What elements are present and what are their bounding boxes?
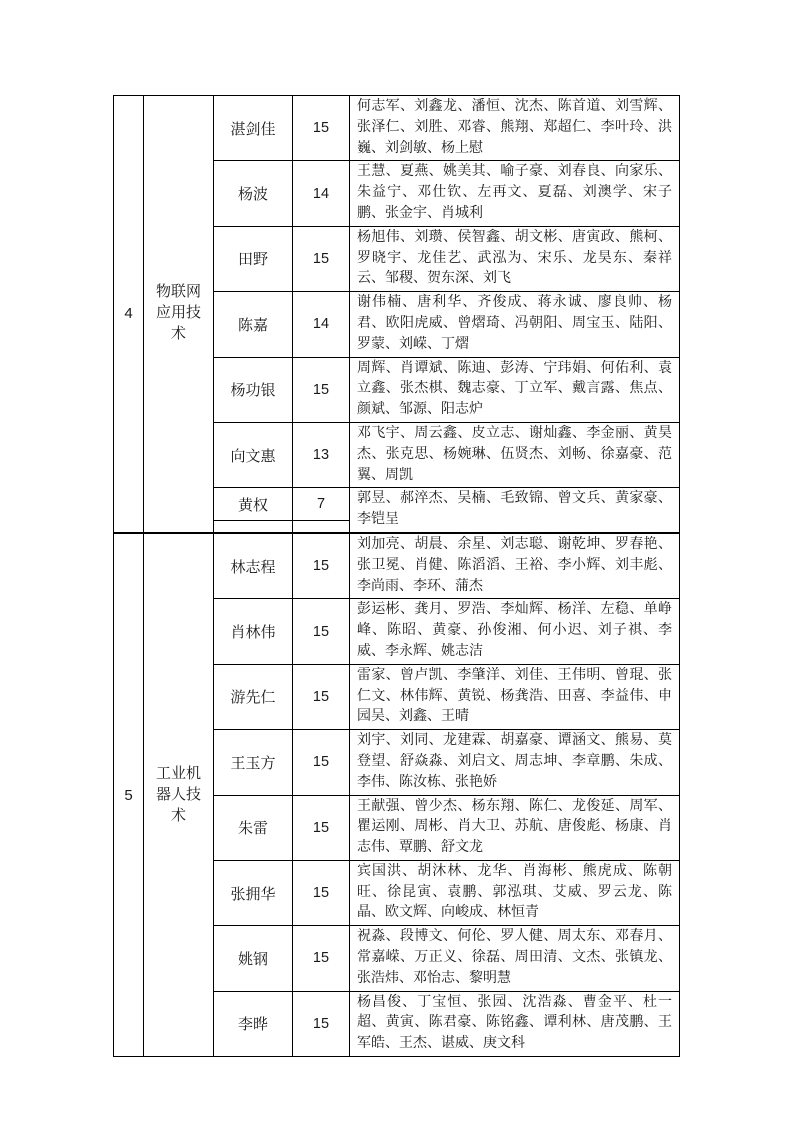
major-teacher-student-table: [113, 95, 680, 1057]
student-count-cell: 15: [293, 357, 350, 422]
student-count-cell: 15: [293, 599, 350, 664]
student-count-cell: 15: [293, 96, 350, 161]
table-row: [114, 533, 680, 599]
student-count-cell: 15: [293, 730, 350, 795]
teacher-name-cell: 黄权: [214, 488, 293, 521]
student-count-cell: 15: [293, 991, 350, 1056]
teacher-name-cell: 田野: [214, 226, 293, 291]
teacher-name-cell: 肖林伟: [214, 599, 293, 664]
student-list-cell: 谢伟楠、唐利华、齐俊成、蒋永诚、廖良帅、杨君、欧阳虎威、曾熠琦、冯朝阳、周宝玉、陆阳、罗蒙、刘嵘、丁熠: [350, 292, 680, 357]
student-list-cell: 宾国洪、胡沐林、龙华、肖海彬、熊虎成、陈朝旺、徐昆寅、袁鹏、郭泓琪、艾威、罗云龙、陈晶、欧文辉、向峻成、林恒青: [350, 860, 680, 925]
student-list-cell: 郭昱、郝淬杰、吴楠、毛致锦、曾文兵、黄家豪、李铠呈: [350, 488, 680, 533]
major-name-cell: 工业机器人技术: [144, 533, 214, 1057]
student-list-cell: 周辉、肖谭斌、陈迪、彭涛、宁玮娟、何佑利、袁立鑫、张杰棋、魏志豪、丁立军、戴言露、焦点、颜斌、邹源、阳志炉: [350, 357, 680, 422]
student-count-cell: 13: [293, 422, 350, 487]
teacher-name-cell: 陈嘉: [214, 292, 293, 357]
empty-cell: [214, 520, 293, 533]
teacher-name-cell: 湛剑佳: [214, 96, 293, 161]
student-list-cell: 王献强、曾少杰、杨东翔、陈仁、龙俊延、周军、瞿运刚、周彬、肖大卫、苏航、唐俊彪、杨康、肖志伟、覃鹏、舒文龙: [350, 795, 680, 860]
student-count-cell: 7: [293, 488, 350, 521]
student-count-cell: 14: [293, 292, 350, 357]
teacher-name-cell: 张拥华: [214, 860, 293, 925]
teacher-name-cell: 杨波: [214, 161, 293, 226]
teacher-name-cell: 王玉方: [214, 730, 293, 795]
student-list-cell: 刘宇、刘同、龙建霖、胡嘉豪、谭涵文、熊易、莫登望、舒焱淼、刘启文、周志坤、李章鹏、朱成、李伟、陈汝栋、张艳娇: [350, 730, 680, 795]
serial-number-cell: 5: [114, 533, 144, 1057]
student-count-cell: 15: [293, 533, 350, 599]
empty-cell: [293, 520, 350, 533]
student-count-cell: 15: [293, 664, 350, 729]
teacher-name-cell: 林志程: [214, 533, 293, 599]
student-list-cell: 祝淼、段博文、何伦、罗人健、周太东、邓春月、常嘉嵘、万正义、徐磊、周田清、文杰、张镇龙、张浩炜、邓怡志、黎明慧: [350, 926, 680, 991]
student-list-cell: 刘加亮、胡晨、余星、刘志聪、谢乾坤、罗春艳、张卫冕、肖健、陈滔滔、王裕、李小辉、刘丰彪、李尚雨、李环、蒲杰: [350, 533, 680, 599]
student-list-cell: 王慧、夏燕、姚美其、喻子豪、刘春良、向家乐、朱益宁、邓仕钦、左再文、夏磊、刘澳学、宋子鹏、张金宇、肖城利: [350, 161, 680, 226]
student-count-cell: 14: [293, 161, 350, 226]
student-list-cell: 杨昌俊、丁宝恒、张园、沈浩淼、曹金平、杜一超、黄寅、陈君豪、陈铭鑫、谭利林、唐茂鹏、王军皓、王杰、谌威、庚文科: [350, 991, 680, 1056]
major-name-cell: 物联网应用技术: [144, 96, 214, 533]
teacher-name-cell: 向文惠: [214, 422, 293, 487]
student-list-cell: 雷家、曾卢凯、李肇洋、刘佳、王伟明、曾琨、张仁文、林伟辉、黄锐、杨龚浩、田喜、李益伟、申园吴、刘鑫、王晴: [350, 664, 680, 729]
teacher-name-cell: 朱雷: [214, 795, 293, 860]
student-count-cell: 15: [293, 926, 350, 991]
table-row: [114, 96, 680, 161]
student-count-cell: 15: [293, 226, 350, 291]
teacher-name-cell: 李晔: [214, 991, 293, 1056]
student-count-cell: 15: [293, 860, 350, 925]
student-count-cell: 15: [293, 795, 350, 860]
teacher-name-cell: 杨功银: [214, 357, 293, 422]
student-list-cell: 彭运彬、龚月、罗浩、李灿辉、杨洋、左稳、单峥峰、陈昭、黄豪、孙俊湘、何小迟、刘子祺、李威、李永辉、姚志洁: [350, 599, 680, 664]
serial-number-cell: 4: [114, 96, 144, 533]
teacher-name-cell: 游先仁: [214, 664, 293, 729]
student-list-cell: 邓飞宇、周云鑫、皮立志、谢灿鑫、李金丽、黄昊杰、张克思、杨婉琳、伍贤杰、刘畅、徐嘉豪、范翼、周凯: [350, 422, 680, 487]
table-body: [114, 96, 680, 1057]
student-list-cell: 杨旭伟、刘瓒、侯智鑫、胡文彬、唐寅政、熊柯、罗晓宇、龙佳艺、武泓为、宋乐、龙昊东、秦祥云、邹稷、贺东深、刘飞: [350, 226, 680, 291]
student-list-cell: 何志军、刘鑫龙、潘恒、沈杰、陈首道、刘雪辉、张泽仁、刘胜、邓睿、熊翔、郑超仁、李叶玲、洪巍、刘剑敏、杨上慰: [350, 96, 680, 161]
teacher-name-cell: 姚钢: [214, 926, 293, 991]
